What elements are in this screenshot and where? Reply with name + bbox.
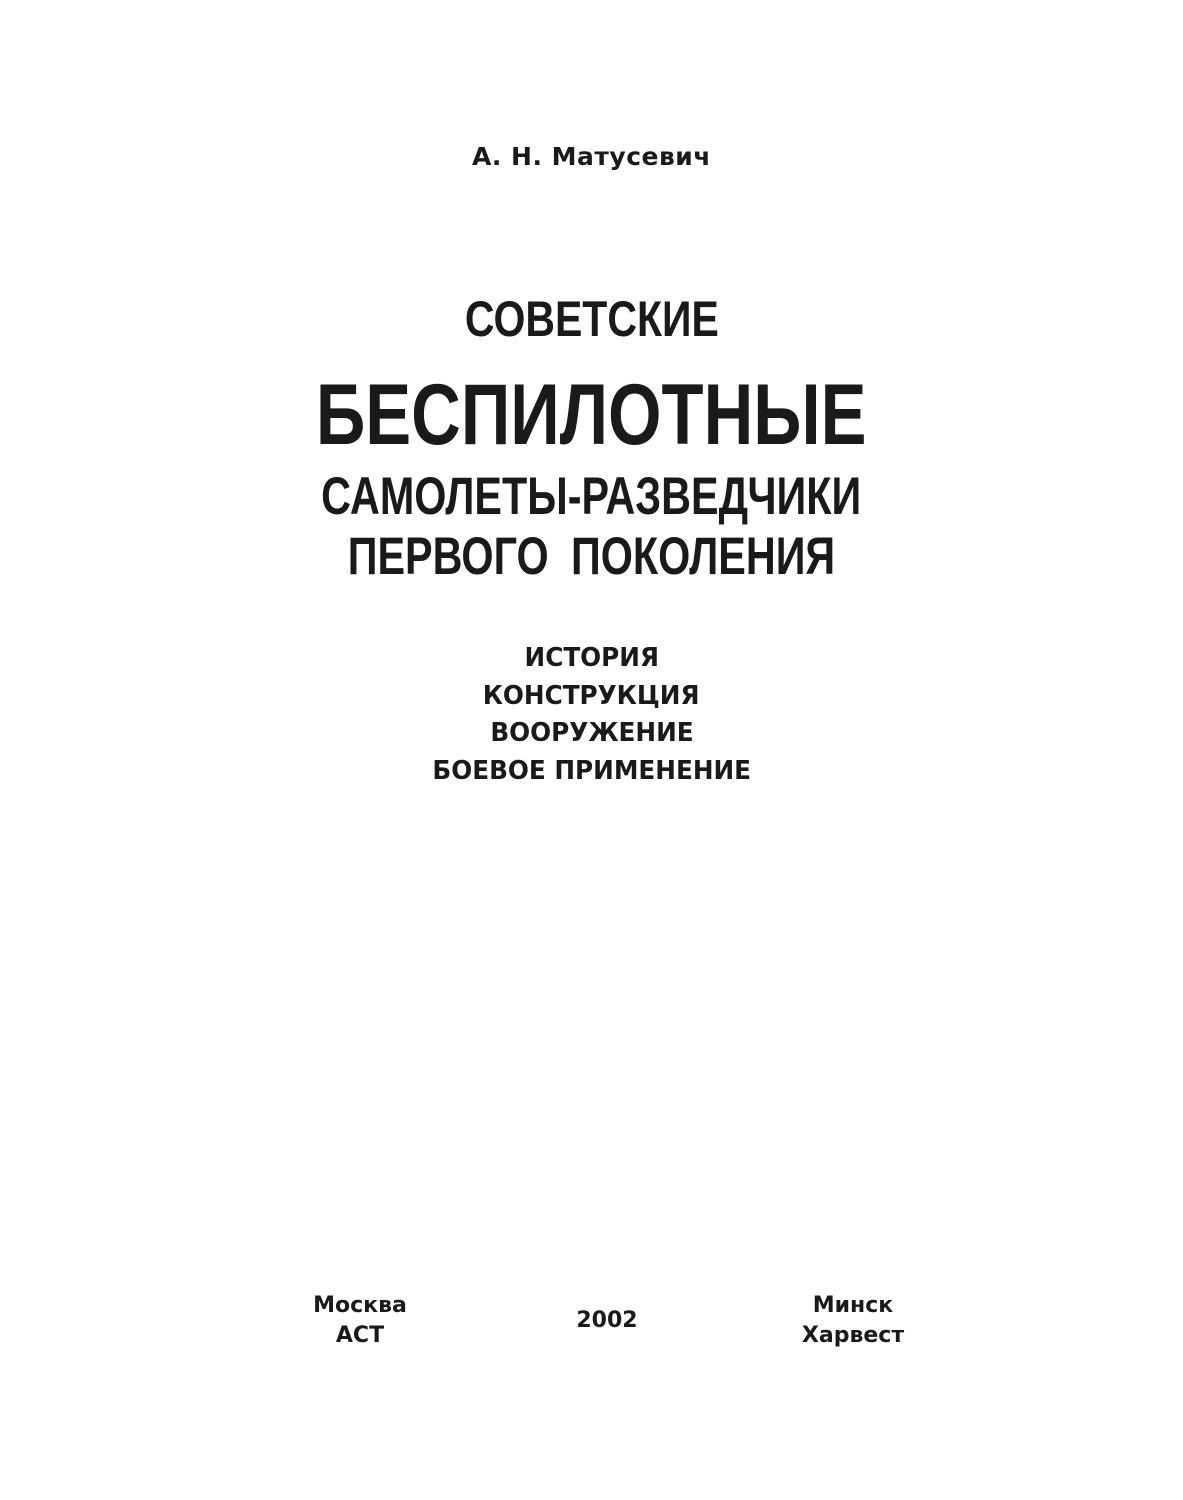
subject-history: ИСТОРИЯ <box>524 643 659 673</box>
title-line-3 <box>0 466 1183 527</box>
title-line-4 <box>0 526 1183 587</box>
subject-construction: КОНСТРУКЦИЯ <box>483 680 700 711</box>
imprint-right <box>773 1291 933 1351</box>
title-line-3-text: САМОЛЕТЫ-РАЗВЕДЧИКИ <box>321 467 862 526</box>
title-line-2-text: БЕСПИЛОТНЫЕ <box>316 367 867 463</box>
title-line-4-text: ПЕРВОГО ПОКОЛЕНИЯ <box>347 527 836 586</box>
subject-armament: ВООРУЖЕНИЕ <box>489 718 694 748</box>
imprint-right-publisher: Харвест <box>801 1323 905 1348</box>
title-line-1-text: СОВЕТСКИЕ <box>464 291 719 347</box>
title-line-1 <box>0 290 1183 348</box>
author-name: А. Н. Матусевич <box>472 142 711 171</box>
title-line-2 <box>0 365 1183 465</box>
publication-year: 2002 <box>576 1308 638 1333</box>
imprint-left <box>280 1291 440 1351</box>
imprint-left-publisher: АСТ <box>335 1323 385 1348</box>
subject-item <box>0 678 1183 716</box>
imprint-left-city: Москва <box>313 1293 407 1318</box>
imprint-year <box>527 1306 687 1336</box>
subject-item <box>0 640 1183 678</box>
imprint-right-city: Минск <box>812 1293 894 1318</box>
subject-item <box>0 715 1183 753</box>
subject-item <box>0 753 1183 791</box>
subject-list <box>0 640 1183 790</box>
subject-combat-use: БОЕВОЕ ПРИМЕНЕНИЕ <box>432 755 751 786</box>
